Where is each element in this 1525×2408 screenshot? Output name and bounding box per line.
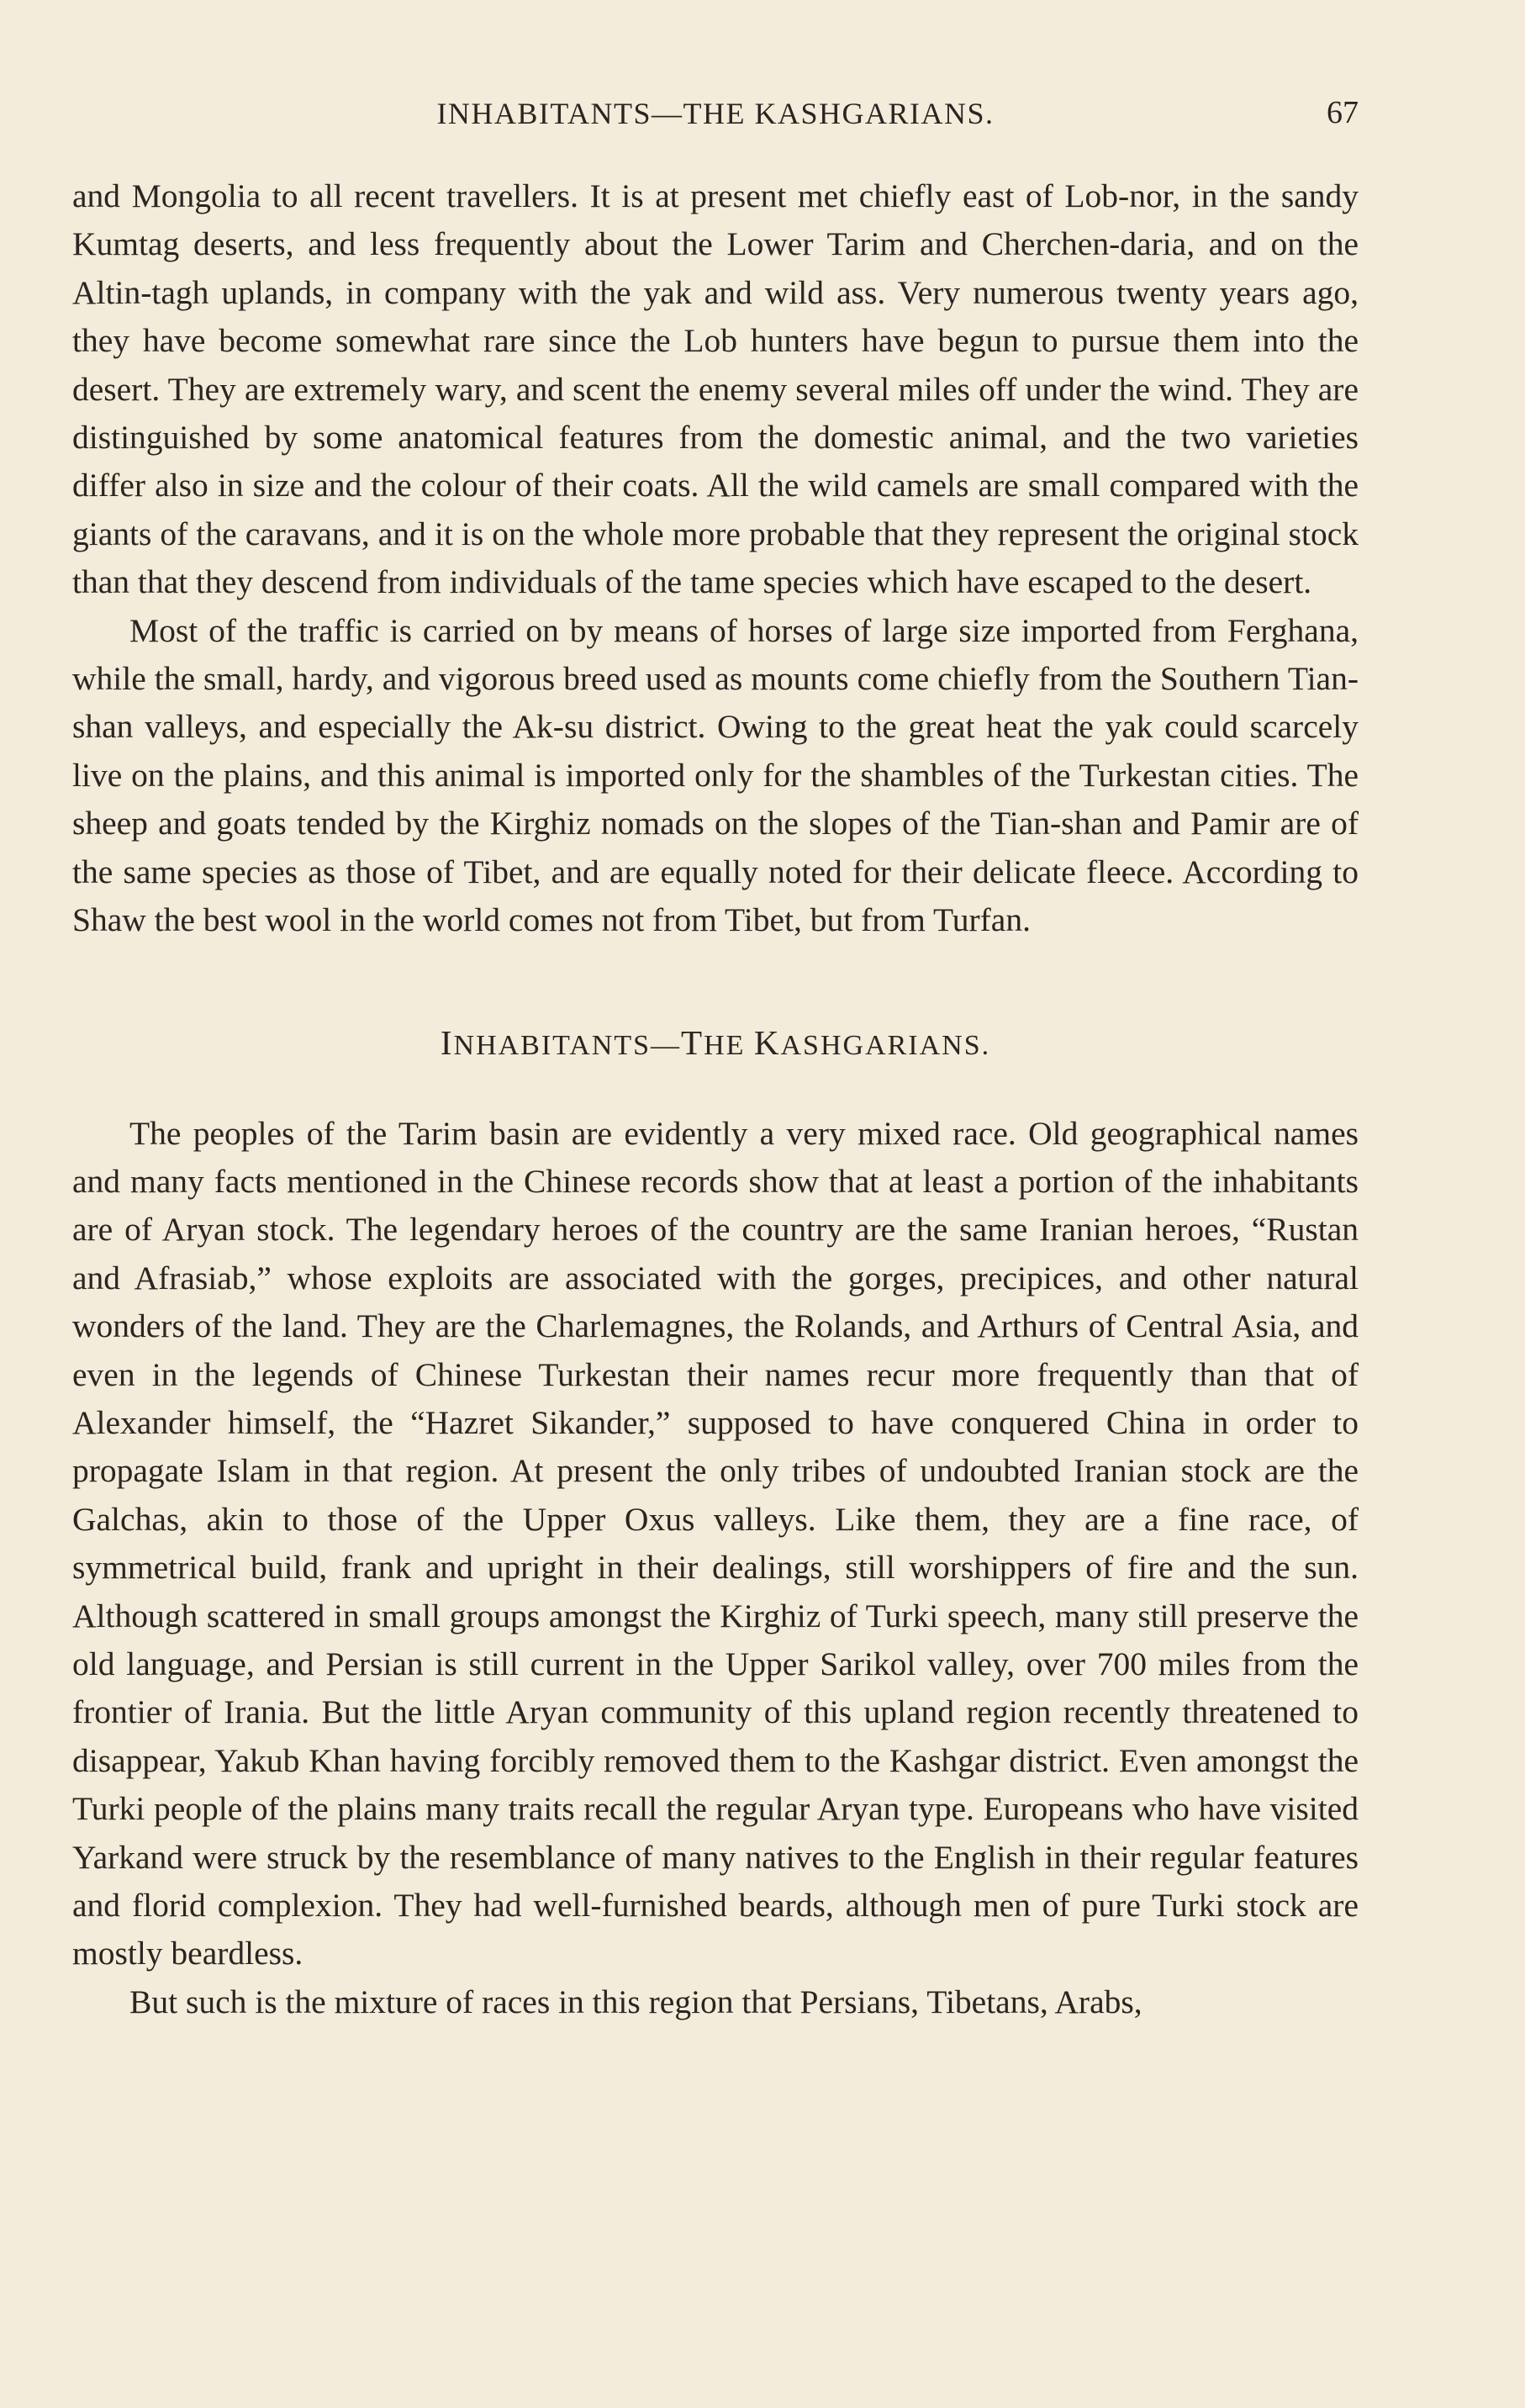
paragraph-1: and Mongolia to all recent travellers. It is at present met chiefly east of Lob-nor, in the sandy Kumtag deserts, and less frequently about the Lower Tarim and Cherchen-daria, and on the Altin-tagh uplands, in company with the yak and wild ass. Very numerous twenty years ago, they have become somewhat rare since the Lob hunters have begun to pursue them into the desert. They are extremely wary, and scent the enemy several miles off under the wind. They are distinguished by some anatomical features from the domestic animal, and the two varieties differ also in size and the colour of their coats. All the wild camels are small compared with the giants of the caravans, and it is on the whole more probable that they represent the original stock than that they descend from individuals of the tame species which have escaped to the desert. <box>72 177 1359 601</box>
heading-word-1: NHABITANTS <box>453 1029 652 1061</box>
body-text <box>72 172 1359 2026</box>
heading-initial-3: K <box>753 1022 781 1062</box>
heading-dash: — <box>651 1029 682 1061</box>
heading-word-3: ASHGARIANS. <box>780 1029 991 1061</box>
heading-initial-1: I <box>440 1022 454 1062</box>
paragraph-4: But such is the mixture of races in this region that Persians, Tibetans, Arabs, <box>129 1983 1142 2020</box>
paragraph-3: The peoples of the Tarim basin are evidently a very mixed race. Old geographical names and many facts mentioned in the Chinese records show that at least a portion of the inhabitants are of Aryan stock. The legendary heroes of the country are the same Iranian heroes, “Rustan and Afrasiab,” whose exploits are associated with the gorges, precipices, and other natural wonders of the land. They are the Charlemagnes, the Rolands, and Arthurs of Central Asia, and even in the legends of Chinese Turkestan their names recur more frequently than that of Alexander himself, the “Hazret Sikander,” supposed to have conquered China in order to propagate Islam in that region. At present the only tribes of undoubted Iranian stock are the Galchas, akin to those of the Upper Oxus valleys. Like them, they are a fine race, of symmetrical build, frank and upright in their dealings, still worshippers of fire and the sun. Although scattered in small groups amongst the Kirghiz of Turki speech, many still preserve the old language, and Persian is still current in the Upper Sarikol valley, over 700 miles from the frontier of Irania. But the little Aryan community of this upland region recently threatened to disappear, Yakub Khan having forcibly removed them to the Kashgar district. Even amongst the Turki people of the plains many traits recall the regular Aryan type. Europeans who have visited Yarkand were struck by the resemblance of many natives to the English in their regular features and florid complexion. They had well-furnished beards, although men of pure Turki stock are mostly beardless. <box>72 1114 1359 1972</box>
heading-initial-2: T <box>681 1022 704 1062</box>
heading-word-2: HE <box>704 1029 746 1061</box>
paragraph-2: Most of the traffic is carried on by means of horses of large size imported from Ferghana, while the small, hardy, and vigorous breed used as mounts come chiefly from the Southern Tian-shan valleys, and especially the Ak-su district. Owing to the great heat the yak could scarcely live on the plains, and this animal is imported only for the shambles of the Turkestan cities. The sheep and goats tended by the Kirghiz nomads on the slopes of the Tian-shan and Pamir are of the same species as those of Tibet, and are equally noted for their delicate fleece. According to Shaw the best wool in the world comes not from Tibet, but from Turfan. <box>72 611 1359 939</box>
running-title: INHABITANTS—THE KASHGARIANS. <box>436 97 995 130</box>
section-heading <box>72 1022 1359 1066</box>
running-head <box>72 91 1359 138</box>
page-number: 67 <box>1327 95 1359 130</box>
